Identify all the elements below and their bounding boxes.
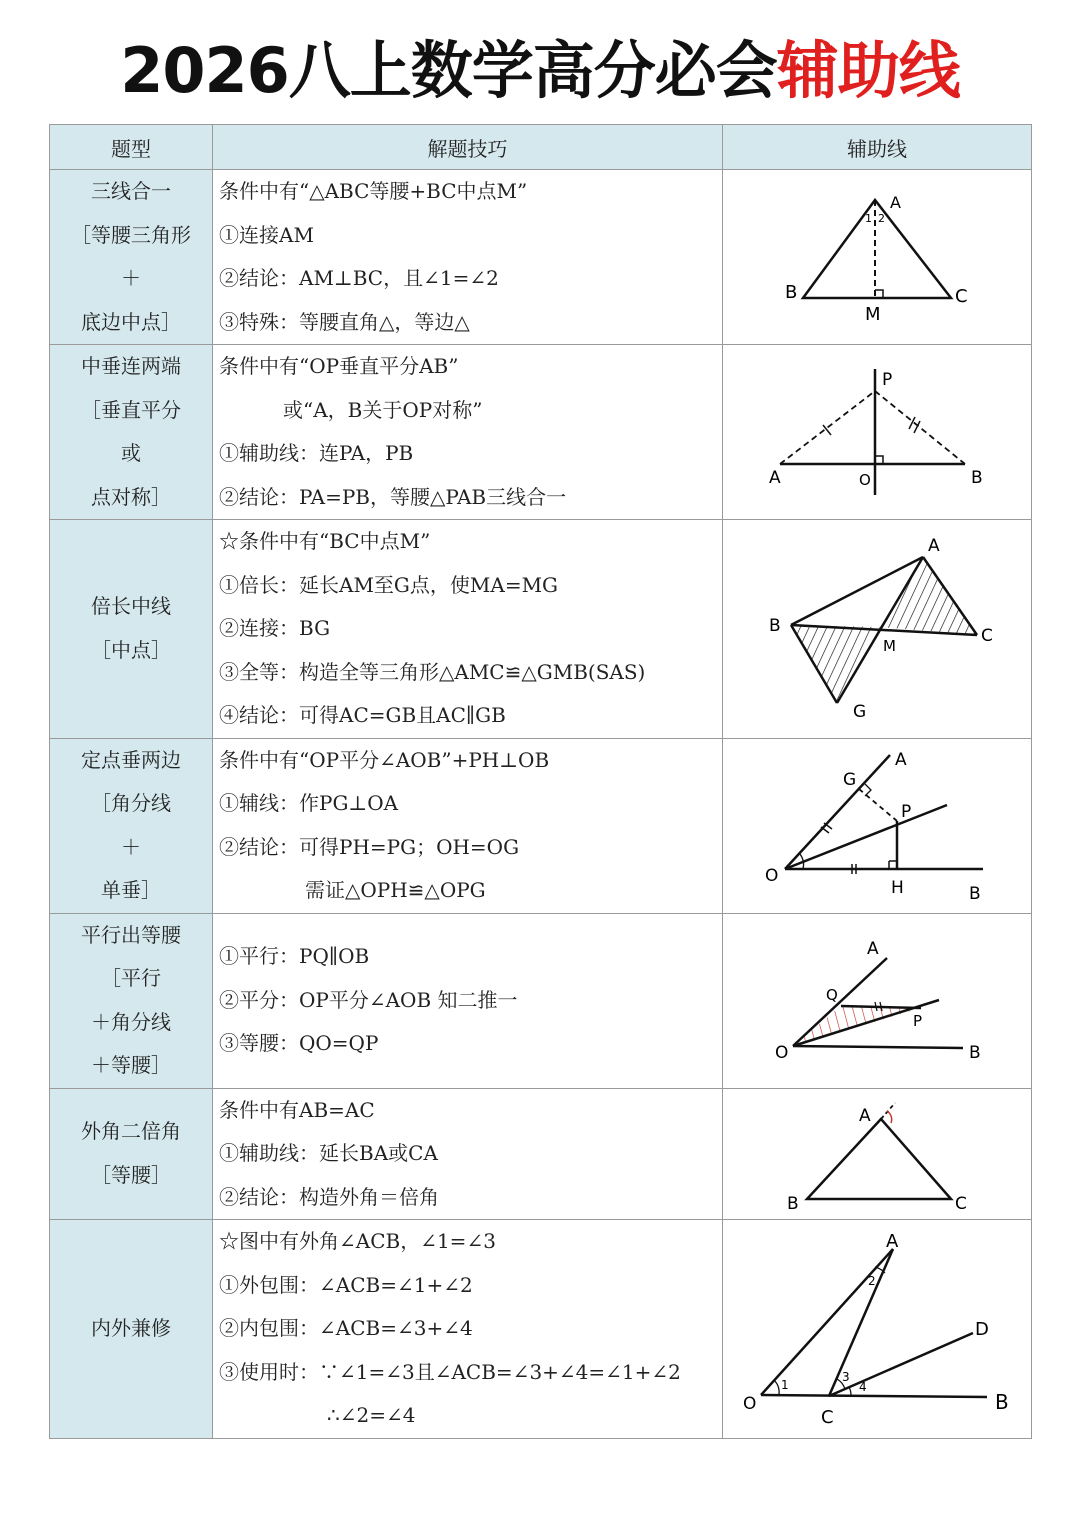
label-A: A bbox=[885, 1230, 898, 1252]
title-main: 2026八上数学高分必会 bbox=[120, 34, 777, 107]
technique-line: ②结论：PA=PB，等腰△PAB三线合一 bbox=[219, 484, 567, 509]
type-line: 单垂］ bbox=[101, 878, 161, 902]
technique-line: ③特殊：等腰直角△，等边△ bbox=[219, 309, 470, 334]
table-row bbox=[50, 520, 1032, 739]
technique-line: ①平行：PQ∥OB bbox=[219, 944, 370, 969]
technique-cell bbox=[213, 170, 723, 345]
technique-line: 或“A，B关于OP对称” bbox=[283, 397, 483, 422]
title-highlight: 辅助线 bbox=[776, 34, 960, 107]
technique-line: ☆图中有外角∠ACB，∠1=∠3 bbox=[219, 1229, 496, 1253]
label-A: A bbox=[768, 468, 781, 488]
type-line: 定点垂两边 bbox=[81, 747, 181, 772]
label-A: A bbox=[889, 193, 901, 212]
technique-line: 需证△OPH≌△OPG bbox=[305, 878, 486, 902]
label-G: G bbox=[852, 701, 866, 722]
technique-line: ②内包围：∠ACB=∠3+∠4 bbox=[219, 1316, 473, 1340]
technique-cell bbox=[213, 345, 723, 520]
angle-1-label: 1 bbox=[864, 212, 872, 225]
type-line: ［中点］ bbox=[91, 637, 171, 662]
technique-cell bbox=[213, 1220, 723, 1439]
figure-cell bbox=[723, 520, 1032, 739]
technique-line: ③使用时：∵∠1=∠3且∠ACB=∠3+∠4=∠1+∠2 bbox=[219, 1359, 681, 1384]
label-D: D bbox=[974, 1318, 989, 1340]
parallel-isosceles-figure bbox=[725, 916, 1030, 1086]
type-cell bbox=[50, 738, 213, 913]
type-line: 平行出等腰 bbox=[81, 922, 181, 947]
technique-line: ④结论：可得AC=GB且AC∥GB bbox=[219, 703, 506, 727]
table-row bbox=[50, 170, 1032, 345]
label-P: P bbox=[900, 801, 911, 822]
label-H: H bbox=[890, 877, 904, 898]
technique-line: ②结论：构造外角＝倍角 bbox=[219, 1184, 439, 1209]
technique-line: ①辅助线：延长BA或CA bbox=[219, 1141, 438, 1165]
label-O: O bbox=[858, 471, 871, 489]
type-line: 倍长中线 bbox=[91, 594, 171, 619]
angle-1-label: 1 bbox=[780, 1377, 789, 1392]
type-line: ＋ bbox=[121, 266, 141, 290]
angle-bisector-perpendicular-figure bbox=[725, 741, 1030, 911]
page-title bbox=[0, 28, 1080, 114]
label-P: P bbox=[881, 370, 892, 390]
label-G: G bbox=[842, 769, 856, 790]
double-median-figure bbox=[725, 523, 1030, 735]
label-A: A bbox=[894, 749, 907, 770]
figure-cell bbox=[723, 170, 1032, 345]
label-B: B bbox=[784, 282, 797, 303]
isosceles-median-figure bbox=[725, 172, 1030, 342]
angle-2-label: 2 bbox=[867, 1273, 876, 1288]
type-line: ［角分线 bbox=[91, 791, 171, 815]
figure-cell bbox=[723, 1088, 1032, 1220]
header-type: 题型 bbox=[50, 125, 213, 170]
type-cell bbox=[50, 1220, 213, 1439]
technique-cell bbox=[213, 913, 723, 1088]
label-A: A bbox=[927, 535, 940, 556]
header-technique: 解题技巧 bbox=[213, 125, 723, 170]
type-line: 或 bbox=[121, 441, 141, 465]
type-line: 外角二倍角 bbox=[81, 1119, 181, 1144]
technique-line: 条件中有“OP平分∠AOB”+PH⊥OB bbox=[219, 747, 550, 772]
type-line: ［平行 bbox=[101, 966, 161, 990]
label-Q: Q bbox=[825, 985, 838, 1004]
label-B: B bbox=[994, 1389, 1009, 1414]
type-line: ＋ bbox=[121, 834, 141, 859]
inner-outer-angle-figure bbox=[725, 1223, 1030, 1435]
angle-2-label: 2 bbox=[877, 212, 885, 225]
type-cell bbox=[50, 913, 213, 1088]
table-row bbox=[50, 1220, 1032, 1439]
label-C: C bbox=[820, 1406, 834, 1428]
angle-3-label: 3 bbox=[841, 1369, 850, 1384]
type-cell bbox=[50, 170, 213, 345]
label-A: A bbox=[858, 1105, 871, 1126]
label-B: B bbox=[768, 615, 781, 636]
technique-line: ①辅助线：连PA，PB bbox=[219, 441, 414, 465]
type-line: ［垂直平分 bbox=[81, 397, 181, 422]
technique-line: ∴∠2=∠4 bbox=[327, 1403, 416, 1427]
type-line: ＋角分线 bbox=[91, 1009, 171, 1034]
label-M: M bbox=[882, 636, 896, 655]
figure-cell bbox=[723, 345, 1032, 520]
label-B: B bbox=[968, 883, 981, 904]
type-line: ＋等腰］ bbox=[91, 1053, 171, 1077]
label-O: O bbox=[764, 865, 778, 886]
header-aux: 辅助线 bbox=[723, 125, 1032, 170]
type-cell bbox=[50, 1088, 213, 1220]
type-line: 底边中点］ bbox=[81, 309, 181, 334]
table-row bbox=[50, 738, 1032, 913]
aux-line-table bbox=[49, 124, 1032, 1439]
technique-line: ②结论：AM⊥BC，且∠1=∠2 bbox=[219, 266, 499, 290]
type-line: ［等腰］ bbox=[91, 1162, 171, 1187]
technique-line: ③等腰：QO=QP bbox=[219, 1031, 379, 1056]
type-cell bbox=[50, 520, 213, 739]
type-line: 点对称］ bbox=[91, 484, 171, 509]
technique-line: ①外包围：∠ACB=∠1+∠2 bbox=[219, 1272, 473, 1297]
technique-cell bbox=[213, 738, 723, 913]
label-C: C bbox=[954, 286, 968, 307]
label-M: M bbox=[864, 304, 881, 325]
technique-line: ②平分：OP平分∠AOB 知二推一 bbox=[219, 987, 518, 1012]
figure-cell bbox=[723, 738, 1032, 913]
technique-line: ③全等：构造全等三角形△AMC≌△GMB(SAS) bbox=[219, 659, 646, 684]
technique-line: ①倍长：延长AM至G点，使MA=MG bbox=[219, 572, 559, 597]
figure-cell bbox=[723, 1220, 1032, 1439]
perpendicular-bisector-figure bbox=[725, 347, 1030, 517]
technique-line: 条件中有AB=AC bbox=[219, 1097, 375, 1122]
type-line: 中垂连两端 bbox=[81, 354, 181, 378]
type-line: 三线合一 bbox=[91, 179, 171, 203]
technique-cell bbox=[213, 520, 723, 739]
label-A: A bbox=[866, 938, 879, 959]
technique-line: ②连接：BG bbox=[219, 616, 331, 640]
label-C: C bbox=[980, 625, 993, 646]
technique-line: ☆条件中有“BC中点M” bbox=[219, 529, 431, 553]
table-row bbox=[50, 913, 1032, 1088]
technique-line: ①连接AM bbox=[219, 222, 314, 247]
type-line: 内外兼修 bbox=[91, 1316, 171, 1340]
table-row bbox=[50, 345, 1032, 520]
label-B: B bbox=[970, 468, 983, 488]
technique-cell bbox=[213, 1088, 723, 1220]
label-B: B bbox=[786, 1193, 799, 1214]
technique-line: 条件中有“△ABC等腰+BC中点M” bbox=[219, 179, 528, 203]
technique-line: 条件中有“OP垂直平分AB” bbox=[219, 354, 459, 378]
label-C: C bbox=[954, 1193, 967, 1214]
exterior-angle-figure bbox=[725, 1091, 1030, 1217]
type-line: ［等腰三角形 bbox=[71, 222, 191, 247]
table-header-row bbox=[50, 125, 1032, 170]
angle-4-label: 4 bbox=[858, 1379, 867, 1394]
technique-line: ②结论：可得PH=PG；OH=OG bbox=[219, 834, 520, 859]
label-P: P bbox=[912, 1011, 922, 1030]
type-cell bbox=[50, 345, 213, 520]
table-row bbox=[50, 1088, 1032, 1220]
technique-line: ①辅线：作PG⊥OA bbox=[219, 791, 399, 815]
label-B: B bbox=[968, 1042, 981, 1063]
figure-cell bbox=[723, 913, 1032, 1088]
label-O: O bbox=[742, 1393, 756, 1414]
label-O: O bbox=[774, 1042, 788, 1063]
